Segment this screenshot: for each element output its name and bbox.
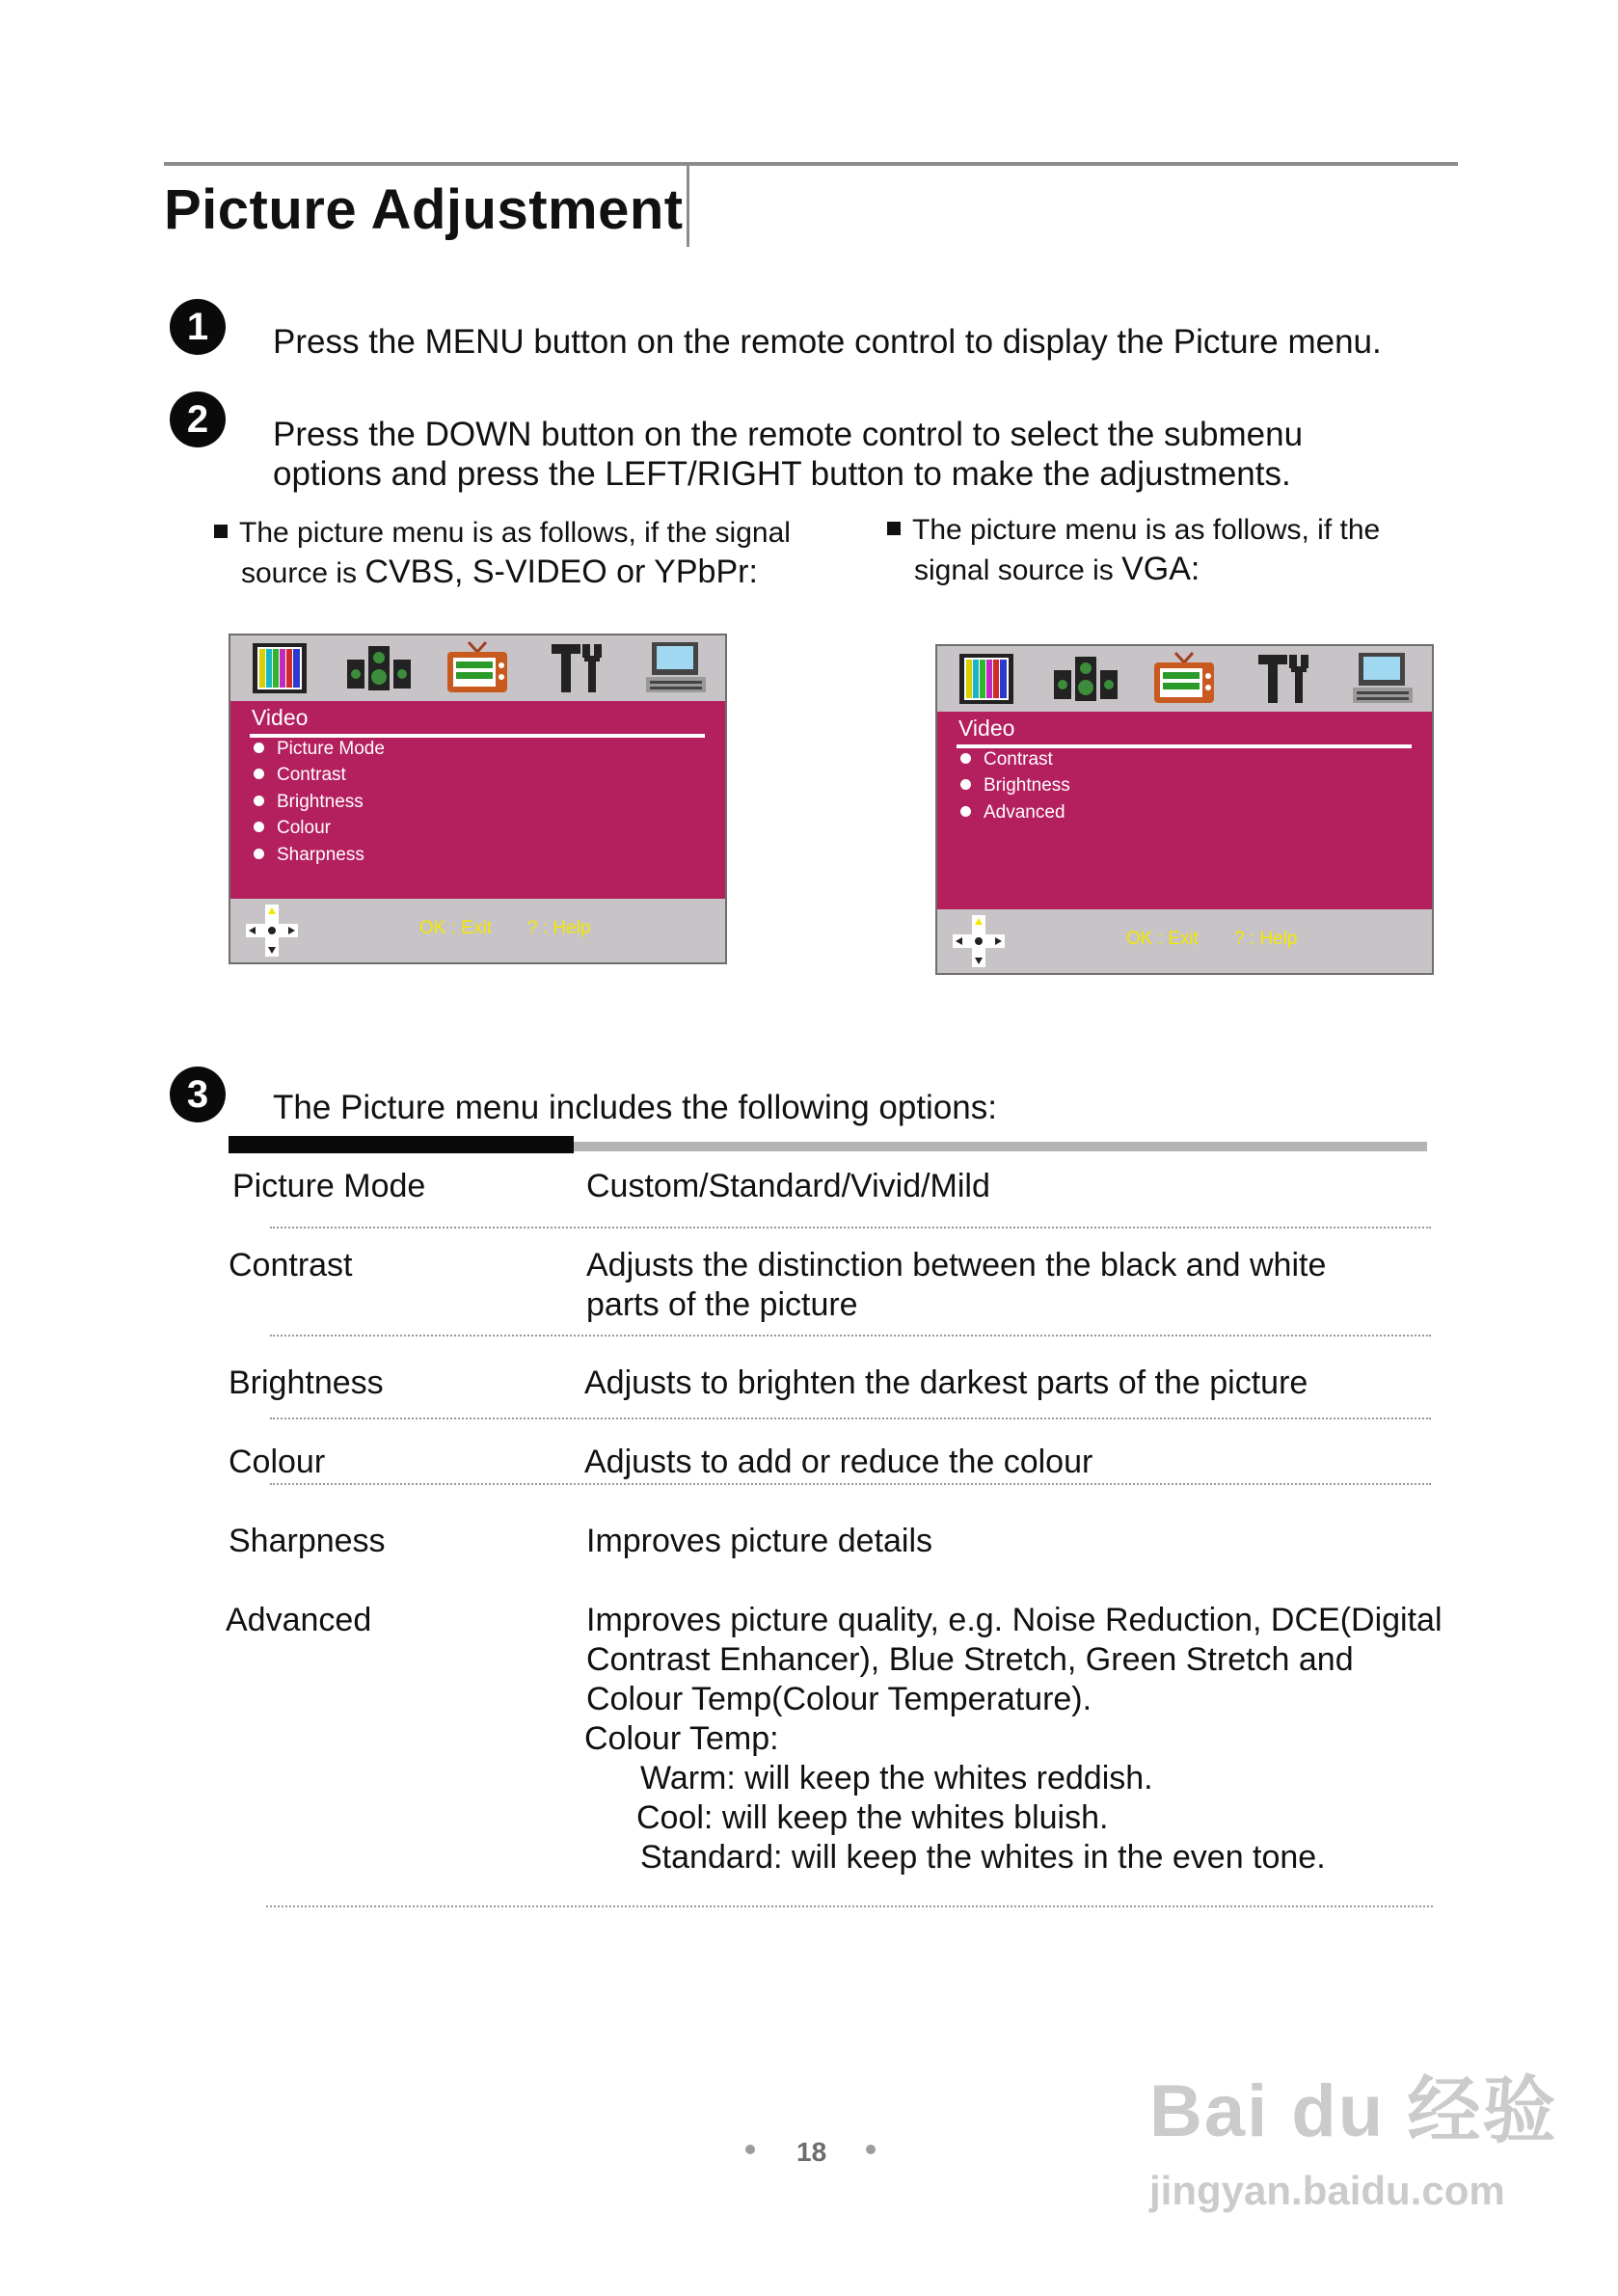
osd-footer-help: ? : Help — [1234, 929, 1298, 949]
tools-setup-icon[interactable] — [1247, 650, 1320, 708]
option-term-colour: Colour — [229, 1444, 326, 1480]
option-term-contrast: Contrast — [229, 1247, 353, 1283]
row-divider — [270, 1335, 1431, 1337]
osd-heading: Video — [958, 716, 1015, 741]
picture-icon[interactable] — [243, 639, 316, 697]
osd-footer — [230, 899, 725, 962]
page-title: Picture Adjustment — [164, 178, 684, 241]
osd-item-colour[interactable]: Colour — [254, 818, 331, 839]
watermark-logo: Bai du 经验 — [1149, 2070, 1558, 2152]
dpad-navigation-icon — [246, 905, 298, 957]
osd-heading-rule — [250, 734, 705, 738]
step-3-text: The Picture menu includes the following options: — [273, 1089, 997, 1126]
osd-footer — [937, 909, 1432, 973]
pc-computer-icon[interactable] — [1346, 650, 1419, 708]
bullet-square-icon — [214, 525, 228, 538]
header-rule — [164, 162, 1458, 166]
tools-setup-icon[interactable] — [540, 639, 613, 697]
osd-item-brightness[interactable]: Brightness — [960, 775, 1070, 797]
page-dot-icon — [745, 2145, 755, 2154]
option-term-sharpness: Sharpness — [229, 1523, 386, 1559]
tv-channel-icon[interactable] — [441, 639, 514, 697]
osd-item-sharpness[interactable]: Sharpness — [254, 845, 364, 866]
option-desc-picture-mode: Custom/Standard/Vivid/Mild — [586, 1168, 990, 1204]
header-divider — [687, 162, 689, 247]
osd-item-contrast[interactable]: Contrast — [960, 749, 1053, 770]
option-desc-sharpness: Improves picture details — [586, 1523, 933, 1559]
osd-footer-ok: OK : Exit — [1126, 929, 1199, 949]
osd-heading: Video — [252, 705, 309, 730]
bullet-dot-icon — [254, 769, 264, 779]
option-desc-colour: Adjusts to add or reduce the colour — [584, 1444, 1093, 1480]
osd-menu-cvbs — [229, 634, 727, 964]
bullet-dot-icon — [960, 779, 971, 790]
option-desc-contrast: Adjusts the distinction between the black and white parts of the picture — [586, 1247, 1327, 1323]
step-1-text: Press the MENU button on the remote control to display the Picture menu. — [273, 323, 1382, 361]
bullet-dot-icon — [960, 806, 971, 817]
osd-heading-rule — [957, 744, 1412, 748]
osd-icon-bar — [937, 646, 1432, 712]
row-divider — [270, 1418, 1431, 1419]
osd-menu-vga — [935, 644, 1434, 975]
dpad-navigation-icon — [953, 915, 1005, 967]
osd-item-contrast[interactable]: Contrast — [254, 765, 346, 786]
note-left-sources: CVBS, S-VIDEO or YPbPr: — [364, 554, 758, 590]
osd-item-brightness[interactable]: Brightness — [254, 792, 364, 813]
step-number-2: 2 — [170, 392, 226, 447]
osd-item-picture-mode[interactable]: Picture Mode — [254, 739, 385, 760]
note-left-line-1: The picture menu is as follows, if the signal — [239, 517, 791, 549]
picture-icon[interactable] — [950, 650, 1023, 708]
option-term-brightness: Brightness — [229, 1364, 384, 1401]
osd-item-advanced[interactable]: Advanced — [960, 802, 1065, 824]
note-left-prefix: source is — [241, 557, 358, 589]
option-desc-advanced: Improves picture quality, e.g. Noise Reduction, DCE(Digital Contrast Enhancer), Blue Stretch, Green Stretch and Colour Temp(Colour Temperature). Colour Temp: Warm: will keep the whites reddish. Cool: will keep the whites bluish. Standard: will keep the whites in the even tone. — [584, 1602, 1443, 1876]
bullet-dot-icon — [960, 753, 971, 764]
step-number-3: 3 — [170, 1067, 226, 1122]
row-divider — [270, 1227, 1431, 1229]
note-right-line-1: The picture menu is as follows, if the — [912, 514, 1381, 546]
bullet-dot-icon — [254, 822, 264, 832]
bullet-dot-icon — [254, 849, 264, 859]
row-divider — [270, 1483, 1431, 1485]
row-divider — [266, 1905, 1433, 1907]
step-number-1: 1 — [170, 299, 226, 355]
bullet-dot-icon — [254, 743, 264, 753]
step-2-line-1: Press the DOWN button on the remote control to select the submenu — [273, 416, 1304, 453]
note-left — [214, 514, 791, 593]
step-2-line-2: options and press the LEFT/RIGHT button to make the adjustments. — [273, 455, 1291, 493]
sound-speakers-icon[interactable] — [342, 639, 416, 697]
osd-footer-help: ? : Help — [527, 918, 591, 938]
pc-computer-icon[interactable] — [639, 639, 713, 697]
note-right-sources: VGA: — [1121, 551, 1200, 587]
osd-icon-bar — [230, 635, 725, 701]
page-number: 18 — [796, 2137, 827, 2167]
bullet-square-icon — [887, 522, 901, 535]
note-right-prefix: signal source is — [914, 554, 1114, 586]
option-desc-brightness: Adjusts to brighten the darkest parts of the picture — [584, 1364, 1308, 1401]
tv-channel-icon[interactable] — [1147, 650, 1221, 708]
bullet-dot-icon — [254, 796, 264, 806]
note-right — [887, 511, 1380, 590]
option-term-advanced: Advanced — [226, 1602, 372, 1638]
sound-speakers-icon[interactable] — [1049, 650, 1122, 708]
watermark-url: jingyan.baidu.com — [1149, 2168, 1505, 2213]
table-header-bar-light — [574, 1142, 1427, 1151]
table-header-bar-dark — [229, 1136, 574, 1153]
page-dot-icon — [866, 2145, 876, 2154]
option-term-picture-mode: Picture Mode — [232, 1168, 426, 1204]
osd-footer-ok: OK : Exit — [419, 918, 492, 938]
